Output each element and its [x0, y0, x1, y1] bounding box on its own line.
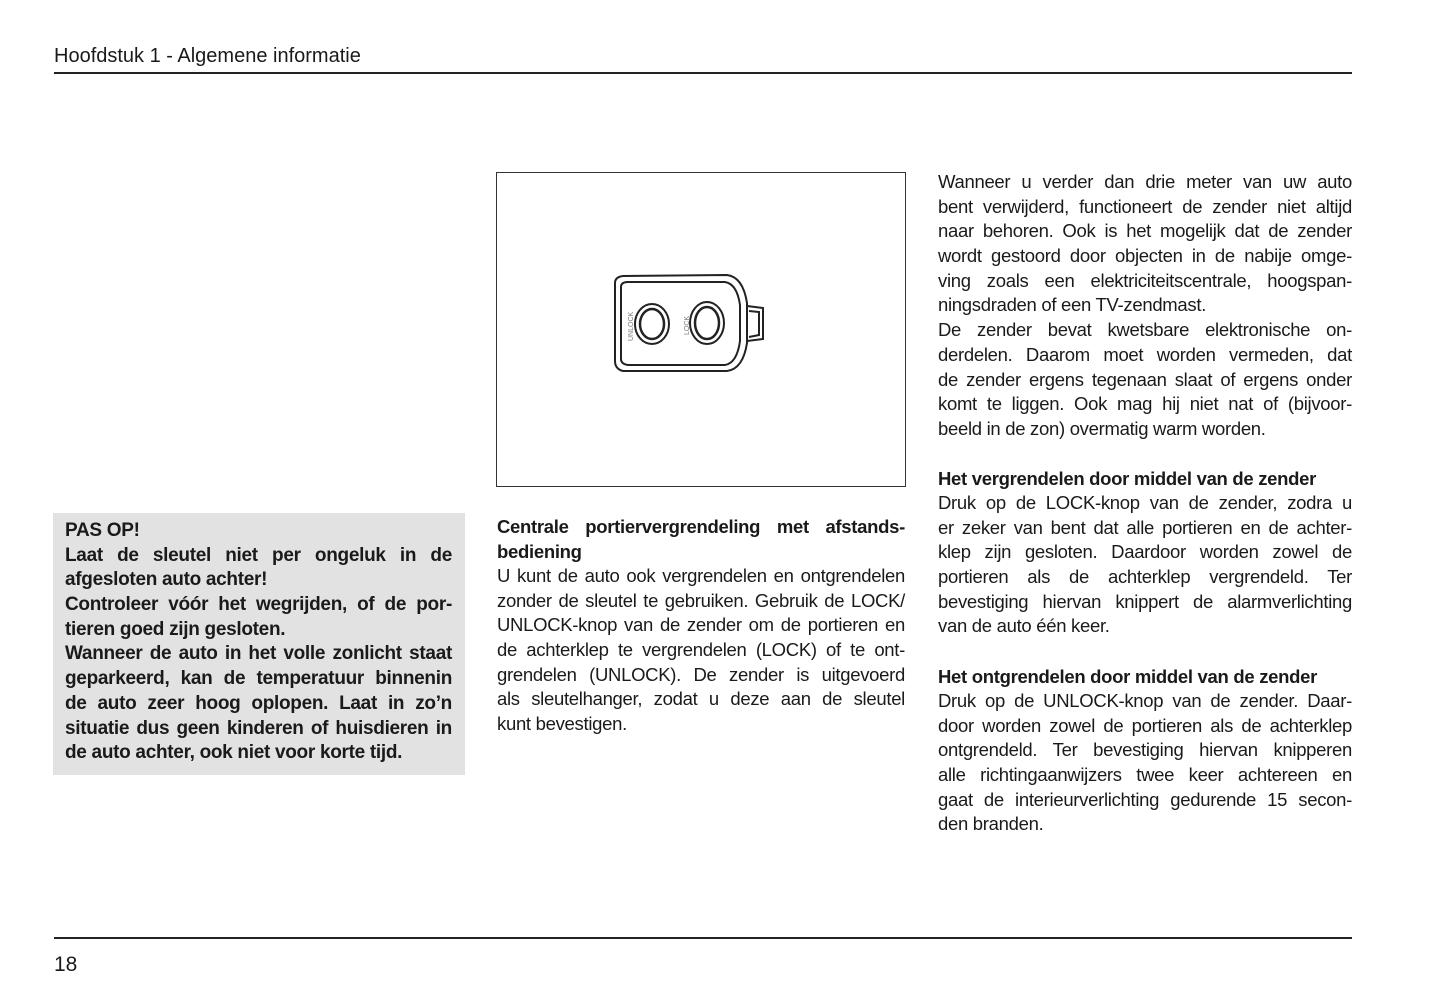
- text-line: afgesloten auto achter!: [65, 569, 268, 591]
- text-line: er zeker van bent dat alle portieren en de achter-: [938, 516, 1352, 538]
- text-line: klep zijn gesloten. Daardoor worden zowel de: [938, 541, 1352, 563]
- text-line: situatie dus geen kinderen of huisdieren in: [65, 717, 452, 739]
- section-heading-central-locking: [497, 515, 905, 564]
- text-line: De zender bevat kwetsbare elektronische on-: [938, 319, 1352, 341]
- text-line: derdelen. Daarom moet worden vermeden, dat: [938, 343, 1352, 365]
- text-line: Controleer vóór het wegrijden, of de por-: [65, 594, 452, 616]
- key-fob-figure: [496, 172, 906, 487]
- text-line: Laat de sleutel niet per ongeluk in de: [65, 544, 452, 566]
- text-line: alle richtingaanwijzers twee keer achtereen en: [938, 764, 1352, 786]
- locking-paragraph: [938, 491, 1352, 639]
- text-line: bevestiging hiervan knippert de alarmverlichting: [938, 590, 1352, 612]
- text-line: U kunt de auto ook vergrendelen en ontgrendelen: [497, 565, 905, 586]
- text-line: UNLOCK-knop van de zender om de portieren en: [497, 614, 905, 636]
- text-line: grendelen (UNLOCK). De zender is uitgevoerd: [497, 663, 905, 685]
- text-line: wordt gestoord door objecten in de nabije omge-: [938, 245, 1352, 267]
- lock-label: LOCK: [684, 315, 691, 335]
- text-line: de auto zeer hoog oplopen. Laat in zo’n: [65, 692, 452, 714]
- range-paragraph: [938, 170, 1352, 442]
- heading-locking-block: [938, 467, 1352, 492]
- text-line: Wanneer u verder dan drie meter van uw auto: [938, 171, 1352, 192]
- text-line: de zender ergens tegenaan slaat of ergens onder: [938, 368, 1352, 390]
- text-line: Wanneer de auto in het volle zonlicht staat: [65, 643, 452, 665]
- page-number: 18: [54, 953, 78, 976]
- text-line: ontgrendeld. Ter bevestiging hiervan knipperen: [938, 739, 1352, 761]
- text-line: den branden.: [938, 813, 1044, 835]
- text-line: bent verwijderd, functioneert de zender niet altijd: [938, 195, 1352, 217]
- key-fob-illustration: [497, 173, 907, 488]
- text-line: beeld in de zon) overmatig warm worden.: [938, 417, 1266, 439]
- chapter-header: Hoofdstuk 1 - Algemene informatie: [54, 45, 361, 67]
- text-line: de achterklep te vergrendelen (LOCK) of te ont-: [497, 639, 905, 661]
- unlock-label: UNLOCK: [628, 311, 635, 341]
- warning-box: [53, 513, 465, 775]
- text-line: door worden zowel de portieren als de achterklep: [938, 714, 1352, 736]
- text-line: ving zoals een elektriciteitscentrale, hoogspan-: [938, 269, 1352, 291]
- text-line: Centrale portiervergrendeling met afstands-: [497, 516, 905, 537]
- header-rule: [54, 72, 1352, 74]
- text-line: de auto achter, ook niet voor korte tijd.: [65, 742, 403, 764]
- text-line: geparkeerd, kan de temperatuur binnenin: [65, 668, 452, 690]
- text-line: portieren als de achterklep vergrendeld. Ter: [938, 566, 1352, 588]
- text-line: tieren goed zijn gesloten.: [65, 618, 286, 640]
- heading-unlocking: Het ontgrendelen door middel van de zender: [938, 666, 1318, 687]
- text-line: PAS OP!: [65, 520, 140, 541]
- text-line: bediening: [497, 540, 582, 562]
- text-line: naar behoren. Ook is het mogelijk dat de zender: [938, 220, 1352, 242]
- text-line: Druk op de LOCK-knop van de zender, zodra u: [938, 492, 1352, 513]
- text-line: Druk op de UNLOCK-knop van de zender. Daar-: [938, 690, 1352, 711]
- text-line: kunt bevestigen.: [497, 713, 627, 735]
- text-line: zonder de sleutel te gebruiken. Gebruik de LOCK/: [497, 589, 905, 611]
- unlocking-paragraph: [938, 689, 1352, 837]
- footer-rule: [54, 937, 1352, 939]
- text-line: gaat de interieurverlichting gedurende 15 secon-: [938, 788, 1352, 810]
- heading-locking: Het vergrendelen door middel van de zender: [938, 468, 1317, 489]
- heading-unlocking-block: [938, 665, 1352, 690]
- text-line: komt te liggen. Ook mag hij niet nat of (bijvoor-: [938, 393, 1352, 415]
- central-locking-paragraph: [497, 564, 905, 737]
- text-line: ningsdraden of een TV-zendmast.: [938, 294, 1207, 316]
- text-line: als sleutelhanger, zodat u deze aan de sleutel: [497, 688, 905, 710]
- warning-text: [65, 519, 452, 766]
- text-line: van de auto één keer.: [938, 615, 1110, 637]
